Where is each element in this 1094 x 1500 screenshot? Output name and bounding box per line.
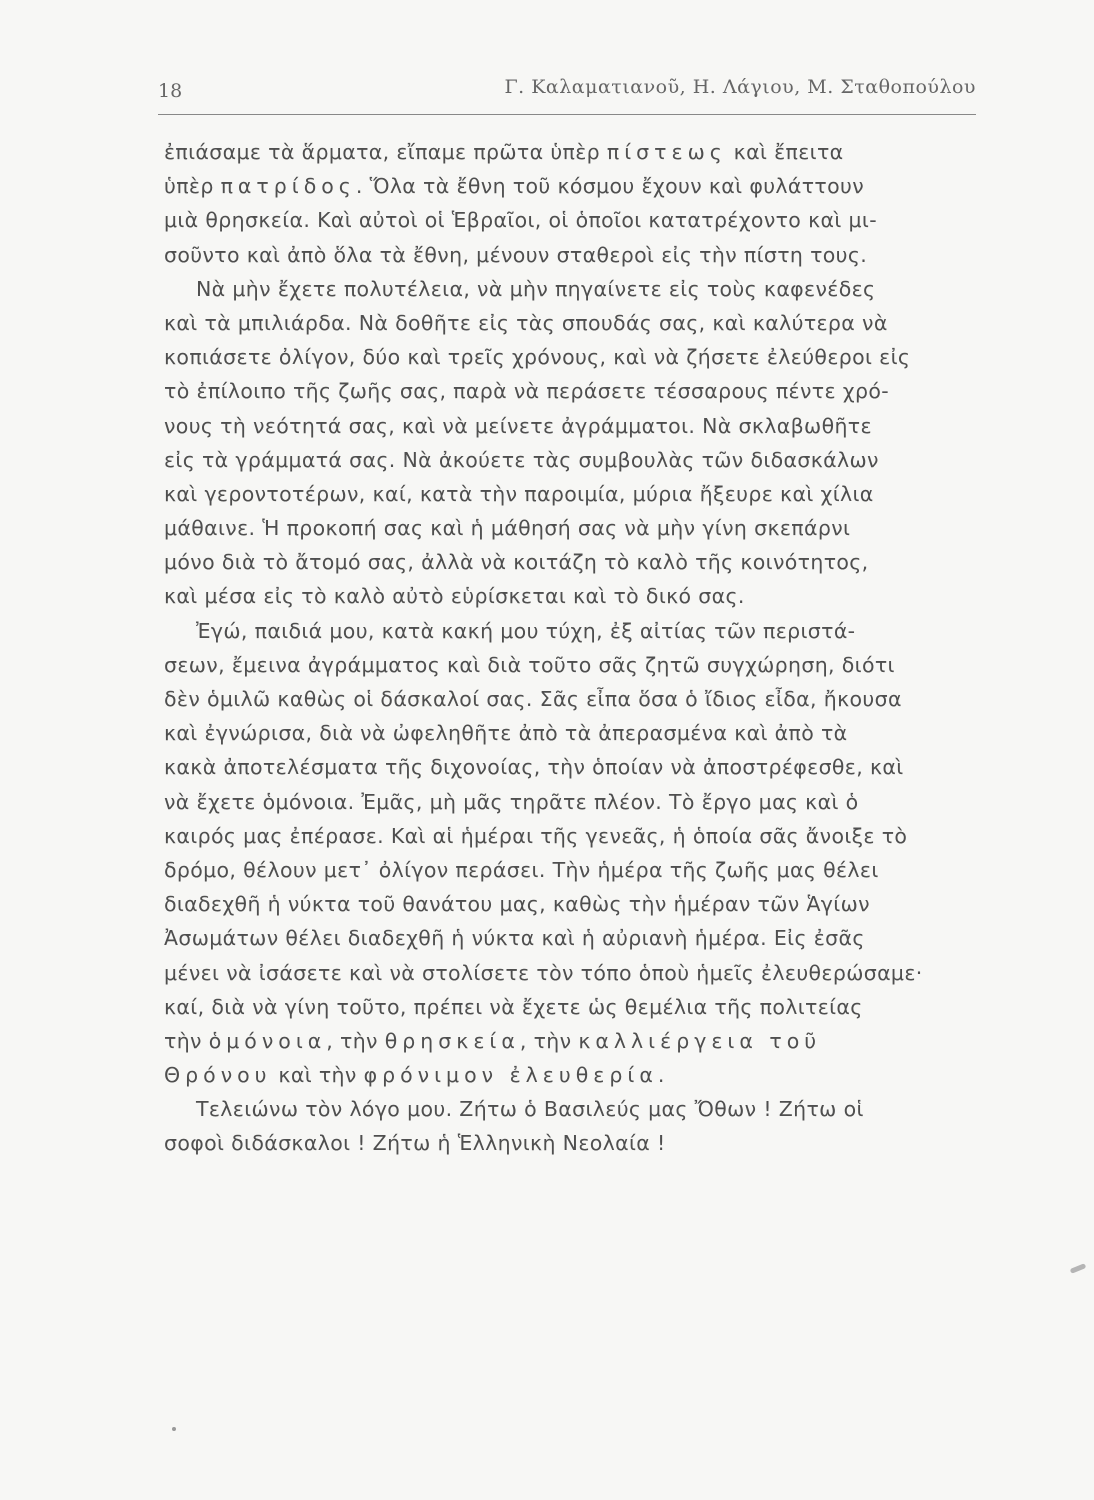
text-segment: μόνο διὰ τὸ ἄτομό σας, ἀλλὰ νὰ κοιτάζη τὸ καλὸ τῆς κοινότητος, [164,550,869,575]
text-line [164,648,986,682]
emphasized-text: ὁμόνοια [208,1028,327,1053]
text-line [164,340,986,374]
text-segment: τὸ ἐπίλοιπο τῆς ζωῆς σας, παρὰ νὰ περάσετε τέσσαρους πέντε χρό- [164,379,889,404]
text-segment: σοφοὶ διδάσκαλοι ! Ζήτω ἡ Ἑλληνικὴ Νεολαία ! [164,1131,666,1156]
text-segment: τὴν [164,1028,209,1053]
text-segment: δὲν ὁμιλῶ καθὼς οἱ δάσκαλοί σας. Σᾶς εἶπα ὅσα ὁ ἴδιος εἶδα, ἤκουσα [164,687,902,711]
text-segment: νὰ ἔχετε ὁμόνοια. Ἐμᾶς, μὴ μᾶς τηρᾶτε πλέον. Τὸ ἔργο μας καὶ ὁ [164,789,859,814]
text-segment: , τὴν [326,1028,385,1053]
text-line [164,238,986,272]
text-line [164,614,986,648]
text-line [164,682,986,716]
text-line [164,1092,986,1126]
text-segment: καί, διὰ νὰ γίνη τοῦτο, πρέπει νὰ ἔχετε ὡς θεμέλια τῆς πολιτείας [164,994,863,1019]
text-segment: ὑπὲρ [164,174,221,199]
text-line [164,545,986,579]
text-segment: μιὰ θρησκεία. Καὶ αὐτοὶ οἱ Ἑβραῖοι, οἱ ὁποῖοι κατατρέχοντο καὶ μι- [164,208,877,233]
text-segment: μάθαινε. Ἡ προκοπή σας καὶ ἡ μάθησή σας νὰ μὴν γίνη σκεπάρνι [164,516,851,541]
text-segment: καὶ ἐγνώρισα, διὰ νὰ ὠφεληθῆτε ἀπὸ τὰ ἀπερασμένα καὶ ἀπὸ τὰ [164,721,848,746]
text-segment: καὶ τὰ μπιλιάρδα. Νὰ δοθῆτε εἰς τὰς σπουδάς σας, καὶ καλύτερα νὰ [164,310,888,335]
text-segment: νους τὴ νεότητά σας, καὶ νὰ μείνετε ἀγράμματοι. Νὰ σκλαβωθῆτε [164,413,872,438]
text-segment: Ἀσωμάτων θέλει διαδεχθῆ ἡ νύκτα καὶ ἡ αὐριανὴ ἡμέρα. Εἰς ἐσᾶς [164,926,865,951]
text-segment: καιρός μας ἐπέρασε. Καὶ αἱ ἡμέραι τῆς γενεᾶς, ἡ ὁποία σᾶς ἄνοιξε τὸ [164,823,908,848]
text-line [164,785,986,819]
text-line [164,750,986,784]
text-line [164,579,986,613]
text-line [164,1058,986,1092]
emphasized-text: θρησκεία [384,1028,520,1053]
text-segment: σεων, ἔμεινα ἀγράμματος καὶ διὰ τοῦτο σᾶς ζητῶ συγχώρηση, διότι [164,652,895,677]
text-segment: , τὴν [519,1028,579,1053]
text-segment: διαδεχθῆ ἡ νύκτα τοῦ θανάτου μας, καθὼς τὴν ἡμέραν τῶν Ἁγίων [164,892,870,917]
emphasized-text: Θρόνου [164,1063,272,1088]
text-line [164,990,986,1024]
text-segment: καὶ μέσα εἰς τὸ καλὸ αὐτὸ εὑρίσκεται καὶ τὸ δικό σας. [164,584,745,609]
running-head-authors: Γ. Καλαματιανοῦ, Η. Λάγιου, Μ. Σταθοπούλου [504,76,976,98]
text-line [164,306,986,340]
page-number: 18 [158,80,183,102]
emphasized-text: πίστεως [606,140,727,164]
text-segment: . Ὅλα τὰ ἔθνη τοῦ κόσμου ἔχουν καὶ φυλάττουν [355,174,865,199]
text-segment: εἰς τὰ γράμματά σας. Νὰ ἀκούετε τὰς συμβουλὰς τῶν διδασκάλων [164,447,879,472]
text-segment: Ἐγώ, παιδιά μου, κατὰ κακή μου τύχη, ἐξ αἰτίας τῶν περιστά- [196,618,856,643]
text-segment: Νὰ μὴν ἔχετε πολυτέλεια, νὰ μὴν πηγαίνετε εἰς τοὺς καφενέδες [196,276,876,301]
text-line [164,169,986,203]
text-segment: καὶ γεροντοτέρων, καί, κατὰ τὴν παροιμία, μύρια ἤξευρε καὶ χίλια [164,481,874,506]
text-line [164,511,986,545]
text-line [164,374,986,408]
text-segment: ἐπιάσαμε τὰ ἅρματα, εἴπαμε πρῶτα ὑπὲρ [164,140,607,164]
speck-mark [172,1427,176,1431]
text-line [164,443,986,477]
text-line [164,272,986,306]
text-line [164,853,986,887]
text-line [164,203,986,237]
text-line [164,921,986,955]
text-segment: . [657,1063,665,1088]
text-line [164,409,986,443]
body-text [164,135,986,1161]
text-segment: μένει νὰ ἰσάσετε καὶ νὰ στολίσετε τὸν τόπο ὁποὺ ἡμεῖς ἐλευθερώσαμε· [164,960,923,985]
emphasized-text: πατρίδος [220,174,356,199]
text-segment: Τελειώνω τὸν λόγο μου. Ζήτω ὁ Βασιλεύς μας Ὄθων ! Ζήτω οἱ [196,1097,864,1122]
text-segment: δρόμο, θέλουν μετ᾽ ὀλίγον περάσει. Τὴν ἡμέρα τῆς ζωῆς μας θέλει [164,857,879,882]
text-segment: κακὰ ἀποτελέσματα τῆς διχονοίας, τὴν ὁποίαν νὰ ἀποστρέφεσθε, καὶ [164,755,904,780]
text-line [164,1126,986,1160]
header-rule [158,114,976,115]
text-segment: σοῦντο καὶ ἀπὸ ὅλα τὰ ἔθνη, μένουν σταθεροὶ εἰς τὴν πίστη τους. [164,242,868,267]
emphasized-text: φρόνιμον ἐλευθερία [363,1063,658,1088]
text-segment: κοπιάσετε ὀλίγον, δύο καὶ τρεῖς χρόνους, καὶ νὰ ζήσετε ἐλεύθεροι εἰς [164,345,911,370]
text-line [164,956,986,990]
smudge-mark [1070,1263,1087,1274]
text-line [164,716,986,750]
emphasized-text: καλλιέργεια τοῦ [578,1028,822,1053]
text-line [164,477,986,511]
text-line [164,819,986,853]
text-line [164,135,986,169]
text-line [164,1024,986,1058]
text-line [164,887,986,921]
text-segment: καὶ ἔπειτα [726,140,844,164]
text-segment: καὶ τὴν [271,1063,364,1088]
